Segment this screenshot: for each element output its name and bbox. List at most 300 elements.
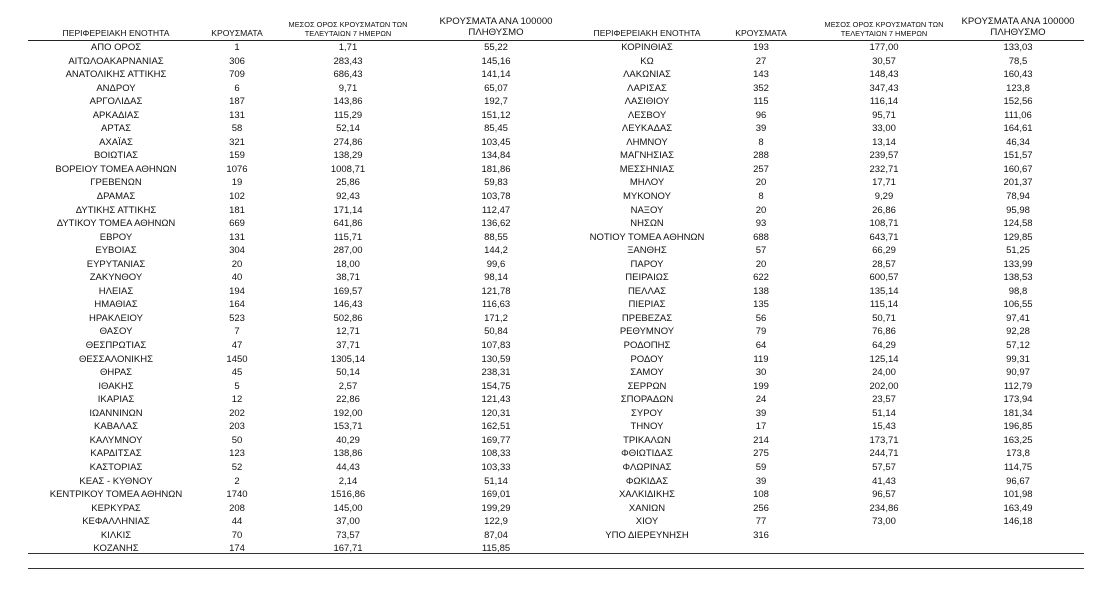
right-cases-cell: 17 [755,421,767,433]
table-row [28,95,1084,109]
left-avg7-cell: 50,14 [336,367,360,379]
right-avg7-cell: 108,71 [869,218,899,230]
left-avg7-cell: 169,57 [333,285,363,297]
right-cases-cell: 79 [755,326,767,338]
left-avg7-cell: 641,86 [333,218,363,230]
table-row [28,312,1084,326]
right-per100k-cell: 114,75 [1003,461,1033,473]
table-row [28,325,1084,339]
left-per100k-cell: 116,63 [481,299,511,311]
left-avg7-cell: 115,29 [333,109,363,121]
right-avg7-cell: 51,14 [872,407,896,419]
right-avg7-cell: 239,57 [869,150,899,162]
right-cases-cell: 39 [755,123,767,135]
right-cases-cell: 24 [755,394,767,406]
right-avg7-cell: 95,71 [872,109,896,121]
left-region-cell: ΚΕΑΣ - ΚΥΘΝΟΥ [79,475,153,487]
right-per100k-cell: 123,8 [1006,82,1030,94]
left-cases-cell: 102 [229,191,245,203]
bottom-rule-2 [28,568,1084,569]
left-cases-cell: 19 [231,177,243,189]
right-region-cell: ΠΙΕΡΙΑΣ [628,299,666,311]
right-per100k-cell: 95,98 [1006,204,1030,216]
right-avg7-cell: 23,57 [872,394,896,406]
left-avg7-cell: 25,86 [336,177,360,189]
table-row [28,122,1084,136]
left-cases-cell: 7 [234,326,240,338]
right-avg7-cell: 244,71 [869,448,899,460]
table-row [28,393,1084,407]
right-region-cell: ΜΕΣΣΗΝΙΑΣ [619,163,675,175]
right-avg7-cell: 115,14 [869,299,899,311]
right-cases-cell: 96 [755,109,767,121]
table-row [28,163,1084,177]
right-region-cell: ΠΕΛΛΑΣ [627,285,667,297]
table-row [28,217,1084,231]
left-cases-cell: 131 [229,231,245,243]
right-region-cell: ΝΟΤΙΟΥ ΤΟΜΕΑ ΑΘΗΝΩΝ [589,231,705,243]
left-cases-cell: 174 [229,543,245,555]
right-cases-cell: 27 [755,55,767,67]
right-avg7-cell: 26,86 [872,204,896,216]
right-avg7-cell: 116,14 [869,96,899,108]
left-per100k-cell: 162,51 [481,421,511,433]
left-cases-cell: 40 [231,272,243,284]
right-avg7-cell: 73,00 [872,516,896,528]
table-row [28,204,1084,218]
right-per100k-cell: 163,25 [1003,434,1033,446]
left-avg7-cell: 40,29 [336,434,360,446]
left-per100k-cell: 120,31 [481,407,511,419]
left-region-cell: ΚΑΒΑΛΑΣ [94,421,138,433]
table-row [28,420,1084,434]
left-avg7-cell: 12,71 [336,326,360,338]
left-region-cell: ΔΥΤΙΚΟΥ ΤΟΜΕΑ ΑΘΗΝΩΝ [56,218,176,230]
right-avg7-cell: 17,71 [872,177,896,189]
left-avg7-cell: 37,00 [336,516,360,528]
right-avg7-cell: 173,71 [869,434,899,446]
right-avg7-cell: 96,57 [872,489,896,501]
table-row [28,244,1084,258]
right-per100k-cell: 124,58 [1003,218,1033,230]
left-cases-cell: 123 [229,448,245,460]
left-region-cell: ΘΕΣΠΡΩΤΙΑΣ [85,340,147,352]
right-per100k-cell: 201,37 [1003,177,1033,189]
left-avg7-cell: 138,86 [333,448,363,460]
right-cases-cell: 138 [753,285,769,297]
left-region-cell: ΑΡΓΟΛΙΔΑΣ [89,96,143,108]
left-per100k-cell: 59,83 [484,177,508,189]
left-per100k-cell: 154,75 [481,380,511,392]
table-row [28,55,1084,69]
left-cases-cell: 321 [229,136,245,148]
left-avg7-cell: 22,86 [336,394,360,406]
right-region-cell: ΞΑΝΘΗΣ [627,245,667,257]
right-per100k-cell: 99,31 [1006,353,1030,365]
right-region-cell: ΣΕΡΡΩΝ [627,380,667,392]
table-row [28,109,1084,123]
right-region-cell: ΦΘΙΩΤΙΔΑΣ [621,448,673,460]
right-avg7-cell: 643,71 [869,231,899,243]
left-avg7-cell: 1516,86 [330,489,366,501]
table-row [28,407,1084,421]
right-avg7-cell: 347,43 [869,82,899,94]
left-per100k-cell: 122,9 [484,516,508,528]
header-per100k-right: ΚΡΟΥΣΜΑΤΑ ΑΝΑ 100000 ΠΛΗΘΥΣΜΟ [961,16,1075,38]
right-avg7-cell: 600,57 [869,272,899,284]
table-row [28,41,1084,55]
left-region-cell: ΑΠΟ ΟΡΟΣ [90,42,142,53]
left-avg7-cell: 686,43 [333,69,363,81]
left-region-cell: ΚΕΝΤΡΙΚΟΥ ΤΟΜΕΑ ΑΘΗΝΩΝ [49,489,183,501]
right-per100k-cell: 112,79 [1003,380,1033,392]
left-region-cell: ΚΕΡΚΥΡΑΣ [91,502,141,514]
right-region-cell: ΜΥΚΟΝΟΥ [623,191,671,203]
right-region-cell: ΛΑΣΙΘΙΟΥ [624,96,670,108]
right-per100k-cell: 46,34 [1006,136,1030,148]
left-avg7-cell: 38,71 [336,272,360,284]
right-region-cell: ΣΑΜΟΥ [630,367,664,379]
table-row [28,149,1084,163]
right-per100k-cell: 129,85 [1003,231,1033,243]
left-region-cell: ΚΑΡΔΙΤΣΑΣ [90,448,142,460]
right-cases-cell: 135 [753,299,769,311]
left-region-cell: ΑΝΑΤΟΛΙΚΗΣ ΑΤΤΙΚΗΣ [65,69,167,81]
table-body [28,41,1084,556]
left-per100k-cell: 145,16 [481,55,511,67]
left-avg7-cell: 138,29 [333,150,363,162]
left-per100k-cell: 121,43 [481,394,511,406]
left-region-cell: ΖΑΚΥΝΘΟΥ [89,272,143,284]
table-row [28,176,1084,190]
left-per100k-cell: 65,07 [484,82,508,94]
right-cases-cell: 20 [755,258,767,270]
left-per100k-cell: 85,45 [484,123,508,135]
left-per100k-cell: 199,29 [481,502,511,514]
left-region-cell: ΑΡΤΑΣ [101,123,131,135]
left-region-cell: ΑΧΑΪΑΣ [99,136,133,148]
left-avg7-cell: 1008,71 [330,163,366,175]
right-region-cell: ΧΑΛΚΙΔΙΚΗΣ [618,489,676,501]
left-per100k-cell: 103,45 [481,136,511,148]
left-region-cell: ΔΥΤΙΚΗΣ ΑΤΤΙΚΗΣ [75,204,157,216]
right-region-cell: ΦΛΩΡΙΝΑΣ [622,461,672,473]
right-per100k-cell: 111,06 [1004,109,1032,121]
left-avg7-cell: 143,86 [333,96,363,108]
left-per100k-cell: 98,14 [484,272,508,284]
header-avg7-left: ΜΕΣΟΣ ΟΡΟΣ ΚΡΟΥΣΜΑΤΩΝ ΤΩΝ ΤΕΛΕΥΤΑΙΩΝ 7 ΗΜΕΡΩΝ [288,20,408,38]
left-region-cell: ΒΟΡΕΙΟΥ ΤΟΜΕΑ ΑΘΗΝΩΝ [55,163,177,175]
right-region-cell: ΠΡΕΒΕΖΑΣ [621,312,673,324]
right-per100k-cell: 151,57 [1003,150,1033,162]
left-per100k-cell: 169,01 [481,489,511,501]
left-region-cell: ΕΥΒΟΙΑΣ [95,245,137,257]
right-cases-cell: 77 [755,516,767,528]
left-avg7-cell: 283,43 [333,55,363,67]
left-avg7-cell: 167,71 [333,543,363,555]
table-row [28,434,1084,448]
left-per100k-cell: 112,47 [481,204,511,216]
left-avg7-cell: 192,00 [333,407,363,419]
right-per100k-cell: 90,97 [1006,367,1030,379]
right-avg7-cell: 15,43 [872,421,896,433]
left-region-cell: ΚΕΦΑΛΛΗΝΙΑΣ [82,516,150,528]
left-cases-cell: 304 [229,245,245,257]
right-per100k-cell: 101,98 [1003,489,1033,501]
right-cases-cell: 214 [753,434,769,446]
right-region-cell: ΛΑΡΙΣΑΣ [627,82,667,94]
right-avg7-cell: 57,57 [872,461,896,473]
left-cases-cell: 20 [231,258,243,270]
right-per100k-cell: 98,8 [1008,285,1028,297]
left-avg7-cell: 145,00 [333,502,363,514]
left-cases-cell: 523 [229,312,245,324]
right-region-cell: ΛΗΜΝΟΥ [626,136,668,148]
right-per100k-cell: 92,28 [1006,326,1030,338]
left-per100k-cell: 99,6 [486,258,506,270]
right-avg7-cell: 66,29 [872,245,896,257]
left-region-cell: ΗΜΑΘΙΑΣ [94,299,138,311]
left-region-cell: ΑΡΚΑΔΙΑΣ [92,109,140,121]
left-cases-cell: 1 [234,42,240,53]
left-region-cell: ΘΑΣΟΥ [99,326,133,338]
right-per100k-cell: 138,53 [1003,272,1033,284]
left-cases-cell: 187 [229,96,245,108]
right-cases-cell: 115 [753,96,769,108]
left-region-cell: ΙΘΑΚΗΣ [98,380,134,392]
right-cases-cell: 275 [753,448,769,460]
right-cases-cell: 119 [753,353,769,365]
right-per100k-cell: 146,18 [1003,516,1033,528]
right-avg7-cell: 234,86 [869,502,899,514]
right-cases-cell: 8 [758,191,764,203]
cases-table [28,10,1084,556]
right-cases-cell: 39 [755,475,767,487]
table-row [28,380,1084,394]
table-row [28,447,1084,461]
left-avg7-cell: 2,57 [338,380,358,392]
left-per100k-cell: 103,33 [481,461,511,473]
right-per100k-cell: 152,56 [1003,96,1033,108]
right-per100k-cell: 160,43 [1003,69,1033,81]
table-row [28,475,1084,489]
left-cases-cell: 709 [229,69,245,81]
left-region-cell: ΗΛΕΙΑΣ [98,285,134,297]
right-cases-cell: 257 [753,163,769,175]
left-cases-cell: 1740 [226,489,248,501]
right-region-cell: ΡΟΔΟΠΗΣ [623,340,671,352]
right-region-cell: ΚΩ [640,55,654,67]
left-cases-cell: 70 [231,529,243,541]
right-per100k-cell: 181,34 [1003,407,1033,419]
right-cases-cell: 143 [753,69,769,81]
right-avg7-cell: 125,14 [869,353,899,365]
right-avg7-cell: 33,00 [872,123,896,135]
table-row [28,258,1084,272]
right-cases-cell: 39 [755,407,767,419]
table-row [28,190,1084,204]
table-header [28,10,1084,41]
left-region-cell: ΑΙΤΩΛΟΑΚΑΡΝΑΝΙΑΣ [68,55,164,67]
left-avg7-cell: 502,86 [333,312,363,324]
left-avg7-cell: 52,14 [336,123,360,135]
table-row [28,366,1084,380]
right-region-cell: ΤΡΙΚΑΛΩΝ [623,434,671,446]
right-cases-cell: 64 [755,340,767,352]
right-region-cell: ΧΙΟΥ [635,516,659,528]
left-cases-cell: 52 [231,461,243,473]
right-cases-cell: 57 [755,245,767,257]
right-avg7-cell: 64,29 [872,340,896,352]
right-cases-cell: 256 [753,502,769,514]
right-avg7-cell: 177,00 [869,42,899,53]
right-region-cell: ΛΕΥΚΑΔΑΣ [621,123,673,135]
left-region-cell: ΘΕΣΣΑΛΟΝΙΚΗΣ [79,353,153,365]
header-per100k-left: ΚΡΟΥΣΜΑΤΑ ΑΝΑ 100000 ΠΛΗΘΥΣΜΟ [439,16,553,38]
header-region-left: ΠΕΡΙΦΕΡΕΙΑΚΗ ΕΝΟΤΗΤΑ [62,28,170,38]
right-avg7-cell: 232,71 [869,163,899,175]
left-cases-cell: 45 [231,367,243,379]
right-region-cell: ΣΠΟΡΑΔΩΝ [620,394,674,406]
header-avg7-right: ΜΕΣΟΣ ΟΡΟΣ ΚΡΟΥΣΜΑΤΩΝ ΤΩΝ ΤΕΛΕΥΤΑΙΩΝ 7 ΗΜΕΡΩΝ [824,20,944,38]
left-avg7-cell: 44,43 [336,461,360,473]
table-row [28,231,1084,245]
left-avg7-cell: 1305,14 [330,353,366,365]
right-region-cell: ΜΑΓΝΗΣΙΑΣ [620,150,674,162]
right-per100k-cell: 96,67 [1006,475,1030,487]
right-avg7-cell: 50,71 [872,312,896,324]
left-cases-cell: 5 [234,380,240,392]
right-region-cell: ΠΑΡΟΥ [630,258,664,270]
left-per100k-cell: 238,31 [481,367,511,379]
table-row [28,285,1084,299]
right-avg7-cell: 202,00 [869,380,899,392]
right-avg7-cell: 76,86 [872,326,896,338]
left-avg7-cell: 287,00 [333,245,363,257]
right-avg7-cell: 13,14 [872,136,896,148]
right-cases-cell: 688 [753,231,769,243]
right-region-cell: ΡΟΔΟΥ [630,353,664,365]
right-per100k-cell: 97,41 [1006,312,1030,324]
left-per100k-cell: 169,77 [481,434,511,446]
left-region-cell: ΙΩΑΝΝΙΝΩΝ [89,407,143,419]
left-avg7-cell: 92,43 [336,191,360,203]
left-avg7-cell: 18,00 [336,258,360,270]
right-cases-cell: 316 [753,529,769,541]
right-region-cell: ΛΕΣΒΟΥ [627,109,667,121]
right-per100k-cell: 164,61 [1003,123,1033,135]
table-row [28,461,1084,475]
right-per100k-cell: 160,67 [1003,163,1033,175]
right-cases-cell: 93 [755,218,767,230]
bottom-rule [28,553,1084,554]
table-row [28,502,1084,516]
left-cases-cell: 203 [229,421,245,433]
left-per100k-cell: 50,84 [484,326,508,338]
left-per100k-cell: 55,22 [484,42,508,53]
table-row [28,82,1084,96]
right-cases-cell: 352 [753,82,769,94]
right-avg7-cell: 24,00 [872,367,896,379]
left-avg7-cell: 171,14 [333,204,363,216]
right-cases-cell: 59 [755,461,767,473]
right-cases-cell: 108 [753,489,769,501]
left-per100k-cell: 115,85 [481,543,511,555]
right-cases-cell: 199 [753,380,769,392]
table-row [28,271,1084,285]
right-per100k-cell: 133,99 [1003,258,1033,270]
left-cases-cell: 2 [234,475,240,487]
right-region-cell: ΠΕΙΡΑΙΩΣ [625,272,669,284]
left-cases-cell: 131 [229,109,245,121]
right-avg7-cell: 9,29 [874,191,894,203]
right-per100k-cell: 106,55 [1003,299,1033,311]
left-cases-cell: 194 [229,285,245,297]
table-row [28,488,1084,502]
right-region-cell: ΤΗΝΟΥ [630,421,664,433]
right-per100k-cell: 51,25 [1006,245,1030,257]
left-per100k-cell: 141,14 [481,69,511,81]
left-cases-cell: 1076 [226,163,248,175]
right-region-cell: ΥΠΟ ΔΙΕΡΕΥΝΗΣΗ [605,529,689,541]
left-region-cell: ΒΟΙΩΤΙΑΣ [93,150,139,162]
left-cases-cell: 208 [229,502,245,514]
left-avg7-cell: 153,71 [333,421,363,433]
left-region-cell: ΗΡΑΚΛΕΙΟΥ [89,312,143,324]
left-per100k-cell: 144,2 [484,245,508,257]
left-per100k-cell: 171,2 [484,312,508,324]
left-cases-cell: 159 [229,150,245,162]
left-region-cell: ΓΡΕΒΕΝΩΝ [90,177,142,189]
left-avg7-cell: 146,43 [333,299,363,311]
left-region-cell: ΚΑΣΤΟΡΙΑΣ [89,461,143,473]
right-region-cell: ΧΑΝΙΩΝ [628,502,666,514]
left-per100k-cell: 181,86 [481,163,511,175]
header-cases-left: ΚΡΟΥΣΜΑΤΑ [211,28,263,38]
left-per100k-cell: 103,78 [481,191,511,203]
left-per100k-cell: 88,55 [484,231,508,243]
right-per100k-cell: 173,8 [1006,448,1030,460]
left-cases-cell: 58 [231,123,243,135]
left-per100k-cell: 192,7 [484,96,508,108]
right-per100k-cell: 196,85 [1003,421,1033,433]
right-region-cell: ΝΗΣΩΝ [630,218,664,230]
left-per100k-cell: 87,04 [484,529,508,541]
table-row [28,136,1084,150]
left-avg7-cell: 274,86 [333,136,363,148]
right-region-cell: ΛΑΚΩΝΙΑΣ [623,69,671,81]
left-region-cell: ΚΑΛΥΜΝΟΥ [89,434,143,446]
left-region-cell: ΚΟΖΑΝΗΣ [93,543,139,555]
right-cases-cell: 30 [755,367,767,379]
left-region-cell: ΚΙΛΚΙΣ [100,529,132,541]
left-cases-cell: 181 [229,204,245,216]
left-per100k-cell: 136,62 [481,218,511,230]
left-avg7-cell: 2,14 [338,475,358,487]
right-avg7-cell: 30,57 [872,55,896,67]
table-row [28,353,1084,367]
left-avg7-cell: 73,57 [336,529,360,541]
left-region-cell: ΑΝΔΡΟΥ [96,82,136,94]
left-cases-cell: 50 [231,434,243,446]
left-cases-cell: 669 [229,218,245,230]
left-cases-cell: 202 [229,407,245,419]
table-row [28,515,1084,529]
left-avg7-cell: 1,71 [338,42,358,53]
left-per100k-cell: 108,33 [481,448,511,460]
left-cases-cell: 1450 [226,353,248,365]
right-cases-cell: 56 [755,312,767,324]
